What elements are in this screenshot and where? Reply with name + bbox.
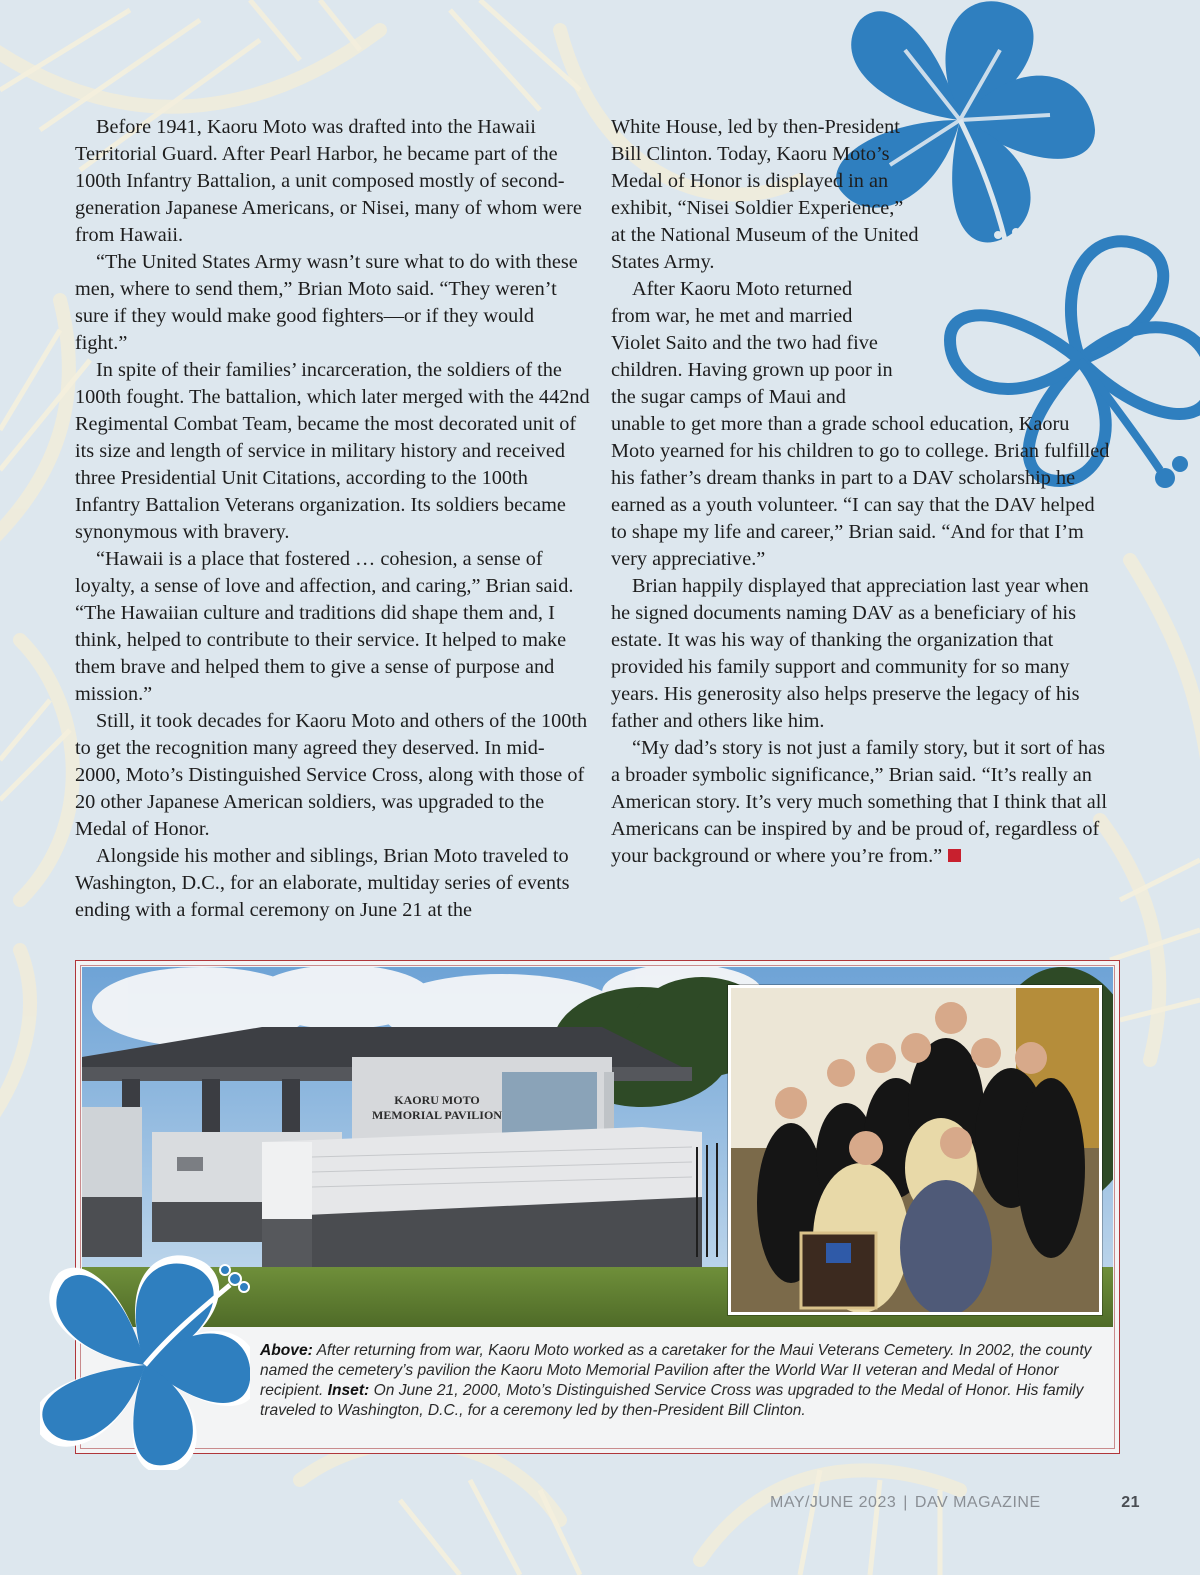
article-left-column [75, 114, 590, 924]
footer-publication: DAV MAGAZINE [914, 1494, 1041, 1511]
paragraph: unable to get more than a grade school education, Kaoru Moto yearned for his children to go to college. Brian fulfilled his father’s dream thanks in part to a DAV scholarship he earned as a youth volunteer. “I can say that the DAV helped to shape my life and career,” Brian said. “And for that I’m very appreciative.” [611, 413, 1110, 570]
paragraph-closing [611, 735, 1111, 870]
caption-inset-label: Inset: [327, 1382, 370, 1399]
paragraph: After Kaoru Moto returned from war, he met and married Violet Saito and the two had five children. Having grown up poor in the sugar camps of Maui and [611, 278, 893, 408]
caption-inset-text: On June 21, 2000, Moto’s Distinguished Service Cross was upgraded to the Medal of Honor. His family traveled to Washington, D.C., for a ceremony led by then-President Bill Clinton. [260, 1382, 1084, 1419]
end-square-icon [948, 849, 961, 862]
paragraph: Before 1941, Kaoru Moto was drafted into the Hawaii Territorial Guard. After Pearl Harbor, he became part of the 100th Infantry Battalion, a unit composed mostly of second-generation Japanese Americans, or Nisei, many of whom were from Hawaii. [75, 116, 582, 246]
caption-above-label: Above: [260, 1342, 313, 1359]
footer-separator: | [903, 1494, 908, 1511]
page-number: 21 [1121, 1494, 1140, 1511]
paragraph: Still, it took decades for Kaoru Moto and others of the 100th to get the recognition many agreed they deserved. In mid-2000, Moto’s Distinguished Service Cross, along with those of 20 other Japanese American soldiers, was upgraded to the Medal of Honor. [75, 710, 588, 840]
paragraph: “Hawaii is a place that fostered … cohesion, a sense of loyalty, a sense of love and affection, and caring,” Brian said. “The Hawaiian culture and traditions did shape them and, I think, helped to contribute to their service. It helped to make them brave and helped them to give a sense of purpose and mission.” [75, 548, 574, 705]
closing-text: “My dad’s story is not just a family story, but it sort of has a broader symbolic significance,” Brian said. “It’s really an American story. It’s very much something that I think that all Americans can be inspired by and be proud of, regardless of your background or where you’re from.” [611, 737, 1108, 867]
caption-above-text: After returning from war, Kaoru Moto worked as a caretaker for the Maui Veterans Cemetery. In 2002, the county named the cemetery’s pavilion the Kaoru Moto Memorial Pavilion after the World War II veteran and Medal of Honor recipient. [260, 1342, 1092, 1399]
pavilion-sign-line2: MEMORIAL PAVILION [372, 1108, 502, 1122]
paragraph: “The United States Army wasn’t sure what to do with these men, where to send them,” Brian Moto said. “They weren’t sure if they would make good fighters—or if they would fight.” [75, 251, 578, 354]
photo-caption [260, 1341, 1110, 1421]
paragraph-continuation: White House, led by then-President Bill Clinton. Today, Kaoru Moto’s Medal of Honor is displayed in an exhibit, “Nisei Soldier Experience,” at the National Museum of the United States Army. [611, 116, 919, 273]
footer-issue: MAY/JUNE 2023 [770, 1494, 897, 1511]
paragraph: Alongside his mother and siblings, Brian Moto traveled to Washington, D.C., for an elaborate, multiday series of events ending with a formal ceremony on June 21 at the [75, 845, 570, 921]
page-footer [770, 1494, 1140, 1518]
pavilion-sign-line1: KAORU MOTO [394, 1093, 480, 1107]
hibiscus-flower-icon [40, 1250, 250, 1470]
paragraph: In spite of their families’ incarceration, the soldiers of the 100th fought. The battalion, which later merged with the 442nd Regimental Combat Team, became the most decorated unit of its size and length of service in military history and received three Presidential Unit Citations, according to the 100th Infantry Battalion Veterans organization. Its soldiers became synonymous with bravery. [75, 359, 590, 543]
paragraph: Brian happily displayed that appreciation last year when he signed documents naming DAV as a beneficiary of his estate. It was his way of thanking the organization that provided his family support and community for so many years. His generosity also helps preserve the legacy of his father and others like him. [611, 575, 1089, 732]
article-right-column [611, 114, 1111, 870]
inset-family-photo [728, 985, 1102, 1315]
